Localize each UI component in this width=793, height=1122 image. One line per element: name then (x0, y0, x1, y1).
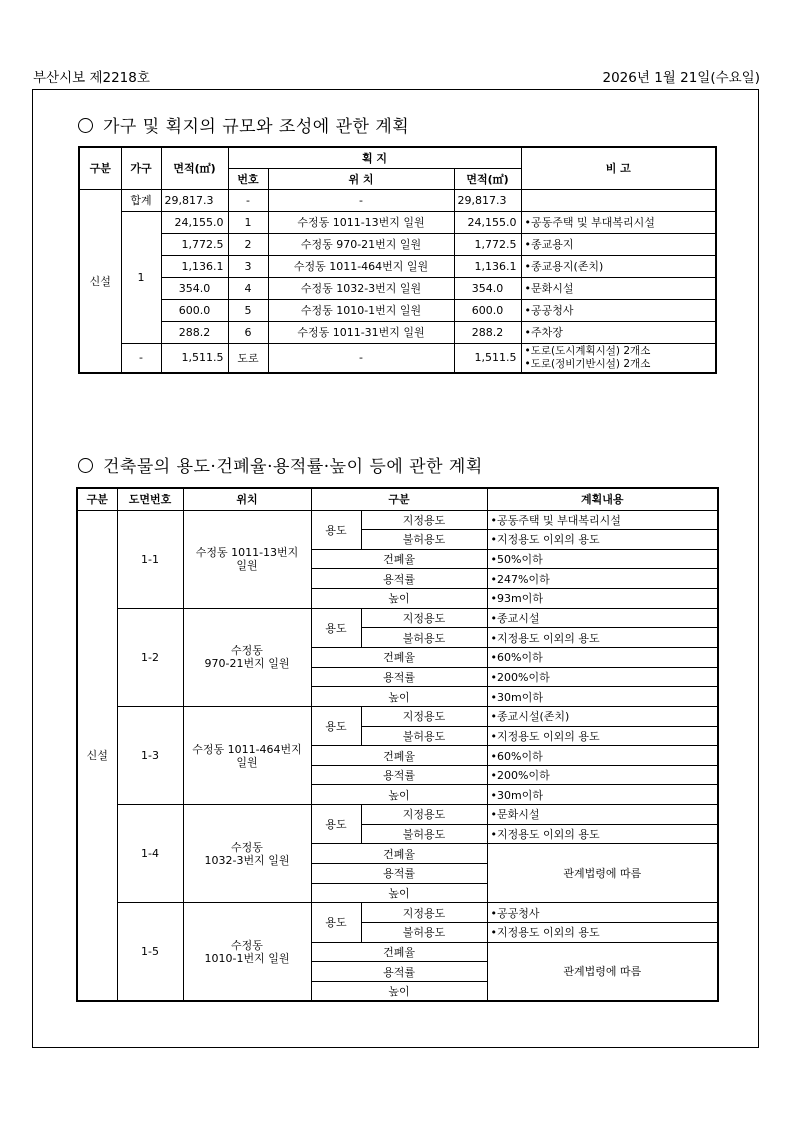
total-area: 29,817.3 (161, 189, 228, 211)
total-no: - (228, 189, 268, 211)
hoekji-area-cell: 24,155.0 (454, 211, 521, 233)
use-label: 용도 (311, 510, 361, 549)
location-line2: 일원 (236, 559, 258, 573)
height-value: •30m이하 (487, 687, 718, 707)
location-cell: 수정동 1011-13번지 일원 (268, 211, 454, 233)
far-label: 용적률 (311, 569, 487, 589)
col-header-area: 면적(㎡) (161, 147, 228, 189)
hoekji-area-cell: 600.0 (454, 299, 521, 321)
location-line2: 1010-1번지 일원 (204, 951, 290, 965)
section2-title: 건축물의 용도·건폐율·용적률·높이 등에 관한 계획 (78, 452, 483, 477)
remark-cell: •공공청사 (521, 299, 716, 321)
prohibited-value: •지정용도 이외의 용도 (487, 726, 718, 746)
far-value: •247%이하 (487, 569, 718, 589)
designated-value: •종교시설 (487, 608, 718, 628)
header-right: 2026년 1월 21일(수요일) (602, 70, 760, 86)
location-cell (183, 706, 311, 804)
col-header-hoekji-area: 면적(㎡) (454, 168, 521, 189)
col-header-remarks: 비 고 (521, 147, 716, 189)
circle-bullet-icon (78, 118, 93, 133)
height-label: 높이 (311, 883, 487, 903)
prohibited-label: 불허용도 (361, 628, 487, 648)
table-row (77, 510, 718, 530)
location-cell: 수정동 1032-3번지 일원 (268, 277, 454, 299)
remark-cell: •종교용지 (521, 233, 716, 255)
location-line2: 970-21번지 일원 (204, 657, 290, 671)
col-header-gubun: 구분 (77, 488, 117, 510)
area-cell: 288.2 (161, 321, 228, 343)
road-remark (521, 343, 716, 373)
header-left: 부산시보 제2218호 (33, 70, 150, 86)
designated-value: •문화시설 (487, 805, 718, 825)
location-cell (183, 510, 311, 608)
designated-label: 지정용도 (361, 608, 487, 628)
use-label: 용도 (311, 706, 361, 745)
location-cell: 수정동 1010-1번지 일원 (268, 299, 454, 321)
table-row (77, 805, 718, 825)
bcr-label: 건폐율 (311, 549, 487, 569)
total-location: - (268, 189, 454, 211)
building-plan-table (76, 487, 719, 1002)
prohibited-value: •지정용도 이외의 용도 (487, 628, 718, 648)
gagu-cell: 1 (121, 211, 161, 343)
hoekji-table (78, 146, 717, 374)
designated-value: •종교시설(존치) (487, 706, 718, 726)
table-row (79, 255, 716, 277)
col-header-hoekji: 획 지 (228, 147, 521, 168)
location-line2: 1032-3번지 일원 (204, 853, 290, 867)
circle-bullet-icon (78, 458, 93, 473)
prohibited-value: •지정용도 이외의 용도 (487, 824, 718, 844)
prohibited-label: 불허용도 (361, 922, 487, 942)
col-header-gubun: 구분 (79, 147, 121, 189)
table-row-road (79, 343, 716, 373)
designated-label: 지정용도 (361, 706, 487, 726)
total-remark (521, 189, 716, 211)
designated-value: •공동주택 및 부대복리시설 (487, 510, 718, 530)
bcr-value: •60%이하 (487, 746, 718, 766)
far-label: 용적률 (311, 962, 487, 982)
area-cell: 1,136.1 (161, 255, 228, 277)
col-header-no: 번호 (228, 168, 268, 189)
total-hoekji-area: 29,817.3 (454, 189, 521, 211)
table-row (79, 189, 716, 211)
location-cell (183, 903, 311, 1001)
height-value: •30m이하 (487, 785, 718, 805)
prohibited-value: •지정용도 이외의 용도 (487, 530, 718, 550)
no-cell: 3 (228, 255, 268, 277)
col-header-gagu: 가구 (121, 147, 161, 189)
location-cell: 수정동 1011-464번지 일원 (268, 255, 454, 277)
prohibited-value: •지정용도 이외의 용도 (487, 922, 718, 942)
road-remark-line2: •도로(정비기반시설) 2개소 (524, 357, 651, 370)
prohibited-label: 불허용도 (361, 530, 487, 550)
road-remark-line1: •도로(도시계획시설) 2개소 (524, 344, 651, 357)
drawing-no-cell: 1-2 (117, 608, 183, 706)
designated-label: 지정용도 (361, 903, 487, 923)
col-header-location: 위 치 (268, 168, 454, 189)
hoekji-area-cell: 1,772.5 (454, 233, 521, 255)
height-label: 높이 (311, 981, 487, 1001)
location-cell (183, 608, 311, 706)
drawing-no-cell: 1-1 (117, 510, 183, 608)
table-row (79, 233, 716, 255)
use-label: 용도 (311, 608, 361, 647)
remark-cell: •주차장 (521, 321, 716, 343)
height-value: •93m이하 (487, 589, 718, 609)
use-label: 용도 (311, 903, 361, 942)
merged-content: 관계법령에 따름 (487, 942, 718, 1001)
height-label: 높이 (311, 785, 487, 805)
col-header-category: 구분 (311, 488, 487, 510)
no-cell: 1 (228, 211, 268, 233)
bcr-value: •60%이하 (487, 647, 718, 667)
total-label: 합계 (121, 189, 161, 211)
col-header-drawing-no: 도면번호 (117, 488, 183, 510)
designated-label: 지정용도 (361, 510, 487, 530)
designated-value: •공공청사 (487, 903, 718, 923)
gubun-cell: 신설 (79, 189, 121, 373)
bcr-label: 건폐율 (311, 647, 487, 667)
height-label: 높이 (311, 589, 487, 609)
location-line1: 수정동 (231, 840, 263, 854)
remark-cell: •공동주택 및 부대복리시설 (521, 211, 716, 233)
area-cell: 600.0 (161, 299, 228, 321)
merged-content: 관계법령에 따름 (487, 844, 718, 903)
hoekji-area-cell: 354.0 (454, 277, 521, 299)
road-hoekji-area: 1,511.5 (454, 343, 521, 373)
location-line1: 수정동 (231, 938, 263, 952)
section1-title: 가구 및 획지의 규모와 조성에 관한 계획 (78, 112, 409, 137)
far-label: 용적률 (311, 765, 487, 785)
location-line1: 수정동 1011-13번지 (195, 546, 299, 560)
far-value: •200%이하 (487, 667, 718, 687)
far-label: 용적률 (311, 864, 487, 884)
location-line1: 수정동 1011-464번지 (192, 742, 302, 756)
location-cell (183, 805, 311, 903)
far-value: •200%이하 (487, 765, 718, 785)
table-row (79, 321, 716, 343)
location-cell: 수정동 970-21번지 일원 (268, 233, 454, 255)
drawing-no-cell: 1-5 (117, 903, 183, 1001)
bcr-label: 건폐율 (311, 746, 487, 766)
bcr-label: 건폐율 (311, 844, 487, 864)
road-area: 1,511.5 (161, 343, 228, 373)
far-label: 용적률 (311, 667, 487, 687)
drawing-no-cell: 1-4 (117, 805, 183, 903)
hoekji-area-cell: 288.2 (454, 321, 521, 343)
col-header-location: 위치 (183, 488, 311, 510)
no-cell: 6 (228, 321, 268, 343)
hoekji-area-cell: 1,136.1 (454, 255, 521, 277)
table-row (79, 299, 716, 321)
remark-cell: •문화시설 (521, 277, 716, 299)
location-line1: 수정동 (231, 644, 263, 658)
location-line2: 일원 (236, 755, 258, 769)
table-row (79, 211, 716, 233)
table-row (77, 608, 718, 628)
gubun-cell: 신설 (77, 510, 117, 1001)
no-cell: 5 (228, 299, 268, 321)
table-row (77, 903, 718, 923)
height-label: 높이 (311, 687, 487, 707)
area-cell: 24,155.0 (161, 211, 228, 233)
table-row (77, 706, 718, 726)
prohibited-label: 불허용도 (361, 824, 487, 844)
area-cell: 1,772.5 (161, 233, 228, 255)
designated-label: 지정용도 (361, 805, 487, 825)
road-location: - (268, 343, 454, 373)
no-cell: 4 (228, 277, 268, 299)
road-no: 도로 (228, 343, 268, 373)
use-label: 용도 (311, 805, 361, 844)
col-header-content: 계획내용 (487, 488, 718, 510)
table-row (79, 277, 716, 299)
prohibited-label: 불허용도 (361, 726, 487, 746)
area-cell: 354.0 (161, 277, 228, 299)
no-cell: 2 (228, 233, 268, 255)
drawing-no-cell: 1-3 (117, 706, 183, 804)
location-cell: 수정동 1011-31번지 일원 (268, 321, 454, 343)
road-gagu: - (121, 343, 161, 373)
bcr-label: 건폐율 (311, 942, 487, 962)
bcr-value: •50%이하 (487, 549, 718, 569)
remark-cell: •종교용지(존치) (521, 255, 716, 277)
